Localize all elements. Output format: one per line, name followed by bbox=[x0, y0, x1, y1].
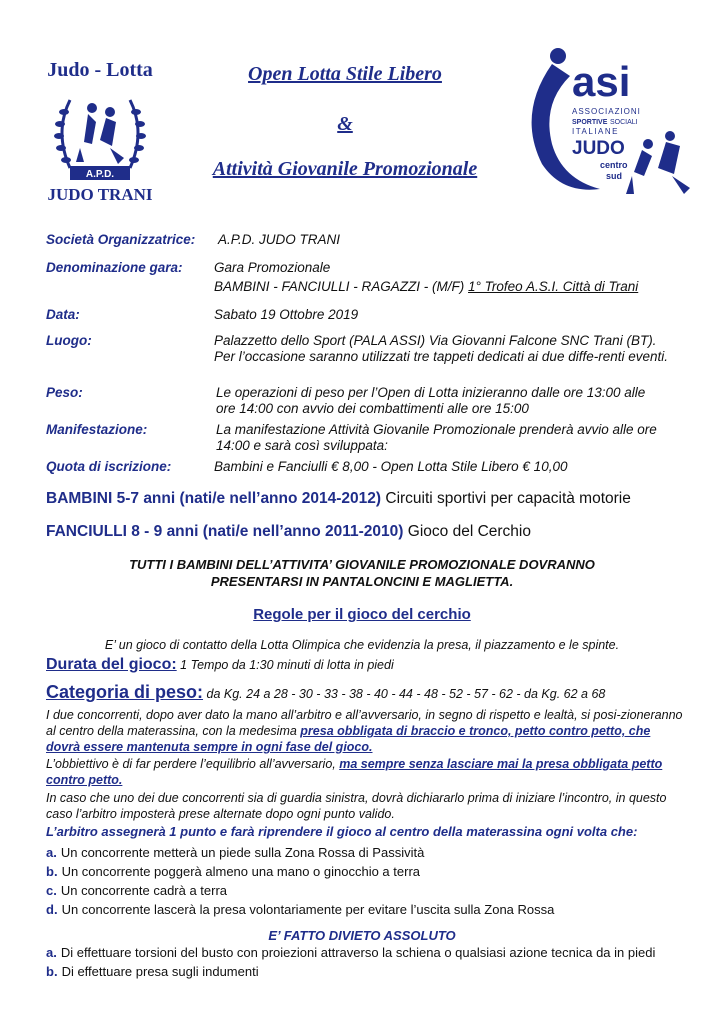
societa-label: Società Organizzatrice: bbox=[46, 232, 196, 247]
notice-line2: PRESENTARSI IN PANTALONCINI E MAGLIETTA. bbox=[210, 574, 514, 589]
logo-left-badge: A.P.D. bbox=[85, 169, 115, 180]
title-line1: Open Lotta Stile Libero bbox=[248, 63, 442, 85]
manifestazione-label: Manifestazione: bbox=[46, 422, 148, 437]
societa-value: A.P.D. JUDO TRANI bbox=[218, 232, 341, 247]
quota-value: Bambini e Fanciulli € 8,00 - Open Lotta Stile Libero € 10,00 bbox=[214, 459, 568, 474]
trofeo-name: 1° Trofeo A.S.I. Città di Trani bbox=[468, 279, 639, 294]
durata-value: 1 Tempo da 1:30 minuti di lotta in piedi bbox=[176, 658, 394, 672]
list-item bbox=[46, 845, 424, 860]
divieto-item-letter: a. bbox=[46, 945, 57, 960]
logo-left-top-text: Judo - Lotta bbox=[47, 59, 153, 81]
data-value: Sabato 19 Ottobre 2019 bbox=[214, 307, 359, 322]
divieto-item-text: Di effettuare presa sugli indumenti bbox=[61, 964, 259, 979]
paragraph-3: In caso che uno dei due concorrenti sia di guardia sinistra, dovrà dichiararlo prima di iniziare l’incontro, in questo caso l’arbitro imposterà prese alternate dopo ogni punto valido. bbox=[46, 791, 667, 821]
title-ampersand: & bbox=[337, 113, 353, 135]
paragraph-1-text: I due concorrenti, dopo aver dato la mano all’arbitro e all’avversario, in segno di rispetto e lealtà, si posi-zioneranno al centro della materassina, con la medesima bbox=[46, 708, 683, 738]
logo-asi-centro: centro bbox=[600, 160, 628, 170]
data-label: Data: bbox=[46, 307, 80, 322]
denominazione-label: Denominazione gara: bbox=[46, 260, 183, 275]
paragraph-1 bbox=[46, 707, 686, 755]
category-fanciulli-rest: Gioco del Cerchio bbox=[403, 523, 531, 540]
rules-heading: Regole per il gioco del cerchio bbox=[253, 606, 471, 623]
luogo-value: Palazzetto dello Sport (PALA ASSI) Via Giovanni Falcone SNC Trani (BT). Per l’occasione saranno utilizzati tre tappeti dedicati ai due diffe-renti eventi. bbox=[214, 333, 669, 364]
list-item bbox=[46, 902, 554, 917]
punto-heading: L’arbitro assegnerà 1 punto e farà riprendere il gioco al centro della materassina ogni volta che: bbox=[46, 824, 638, 839]
list-item-text: Un concorrente metterà un piede sulla Zona Rossa di Passività bbox=[60, 845, 425, 860]
category-bambini bbox=[46, 490, 631, 508]
peso-value: Le operazioni di peso per l’Open di Lotta inizieranno dalle ore 13:00 alle ore 14:00 con avvio dei combattimenti alle ore 15:00 bbox=[216, 385, 646, 416]
list-item-letter: a. bbox=[46, 845, 57, 860]
logo-asi-sud: sud bbox=[606, 171, 623, 181]
judoka-icon bbox=[626, 131, 690, 194]
durata-row bbox=[46, 656, 394, 674]
categoria-value: da Kg. 24 a 28 - 30 - 33 - 38 - 40 - 44 - 48 - 52 - 57 - 62 - da Kg. 62 a 68 bbox=[203, 687, 606, 701]
notice-line1: TUTTI I BAMBINI DELL’ATTIVITA’ GIOVANILE PROMOZIONALE DOVRANNO bbox=[129, 557, 595, 572]
peso-label: Peso: bbox=[46, 385, 83, 400]
logo-asi bbox=[522, 44, 692, 204]
logo-asi-brand: asi bbox=[572, 58, 631, 105]
quota-label: Quota di iscrizione: bbox=[46, 459, 172, 474]
divieto-heading: E’ FATTO DIVIETO ASSOLUTO bbox=[268, 928, 456, 943]
paragraph-2 bbox=[46, 756, 686, 788]
logo-asi-line3: ITALIANE bbox=[572, 127, 619, 136]
divieto-item bbox=[46, 964, 259, 979]
divieto-item-letter: b. bbox=[46, 964, 58, 979]
paragraph-2-text: L’obbiettivo è di far perdere l’equilibrio all’avversario, bbox=[46, 757, 340, 771]
luogo-label: Luogo: bbox=[46, 333, 92, 348]
logo-asi-line2b: SOCIALI bbox=[610, 119, 638, 126]
category-fanciulli-bold: FANCIULLI 8 - 9 anni (nati/e nell’anno 2011-2010) bbox=[46, 523, 404, 540]
categoria-row bbox=[46, 682, 605, 703]
divieto-item-text: Di effettuare torsioni del busto con proiezioni attraverso la schiena o qualsiasi azione tecnica da in piedi bbox=[60, 945, 656, 960]
denominazione-value1: Gara Promozionale bbox=[214, 260, 331, 275]
category-bambini-rest: Circuiti sportivi per capacità motorie bbox=[381, 490, 631, 507]
list-item-text: Un concorrente cadrà a terra bbox=[60, 883, 228, 898]
logo-left-bottom-text: JUDO TRANI bbox=[47, 185, 153, 204]
list-item-letter: b. bbox=[46, 864, 58, 879]
category-fanciulli bbox=[46, 523, 531, 541]
list-item-letter: c. bbox=[46, 883, 57, 898]
list-item bbox=[46, 864, 420, 879]
logo-asi-line2a: SPORTIVE bbox=[572, 119, 608, 126]
category-bambini-bold: BAMBINI 5-7 anni (nati/e nell’anno 2014-2012) bbox=[46, 490, 382, 507]
manifestazione-value: La manifestazione Attività Giovanile Promozionale prenderà avvio alle ore 14:00 e sarà così sviluppata: bbox=[216, 422, 657, 453]
categoria-label: Categoria di peso: bbox=[46, 682, 204, 702]
durata-label: Durata del gioco: bbox=[46, 656, 177, 673]
list-item-letter: d. bbox=[46, 902, 58, 917]
list-item bbox=[46, 883, 227, 898]
title-line2: Attività Giovanile Promozionale bbox=[212, 158, 478, 180]
paragraph-2-highlight: ma sempre senza lasciare mai la presa obbligata petto contro petto. bbox=[46, 757, 663, 787]
denominazione-value2 bbox=[214, 279, 638, 295]
logo-asi-judo: JUDO bbox=[572, 138, 625, 159]
logo-judo-trani bbox=[40, 52, 160, 212]
list-item-text: Un concorrente lascerà la presa volontariamente per evitare l’uscita sulla Zona Rossa bbox=[61, 902, 555, 917]
rules-intro: E’ un gioco di contatto della Lotta Olimpica che evidenzia la presa, il piazzamento e le spinte. bbox=[104, 638, 620, 652]
list-item-text: Un concorrente poggerà almeno una mano o ginocchio a terra bbox=[61, 864, 421, 879]
paragraph-1-highlight: presa obbligata di braccio e tronco, petto contro petto, che dovrà essere mantenuta sempre in ogni fase del gioco. bbox=[46, 724, 651, 754]
logo-asi-line1: ASSOCIAZIONI bbox=[572, 107, 641, 116]
denominazione-value2a: BAMBINI - FANCIULLI - RAGAZZI - (M/F) bbox=[214, 279, 469, 294]
divieto-item bbox=[46, 945, 655, 960]
